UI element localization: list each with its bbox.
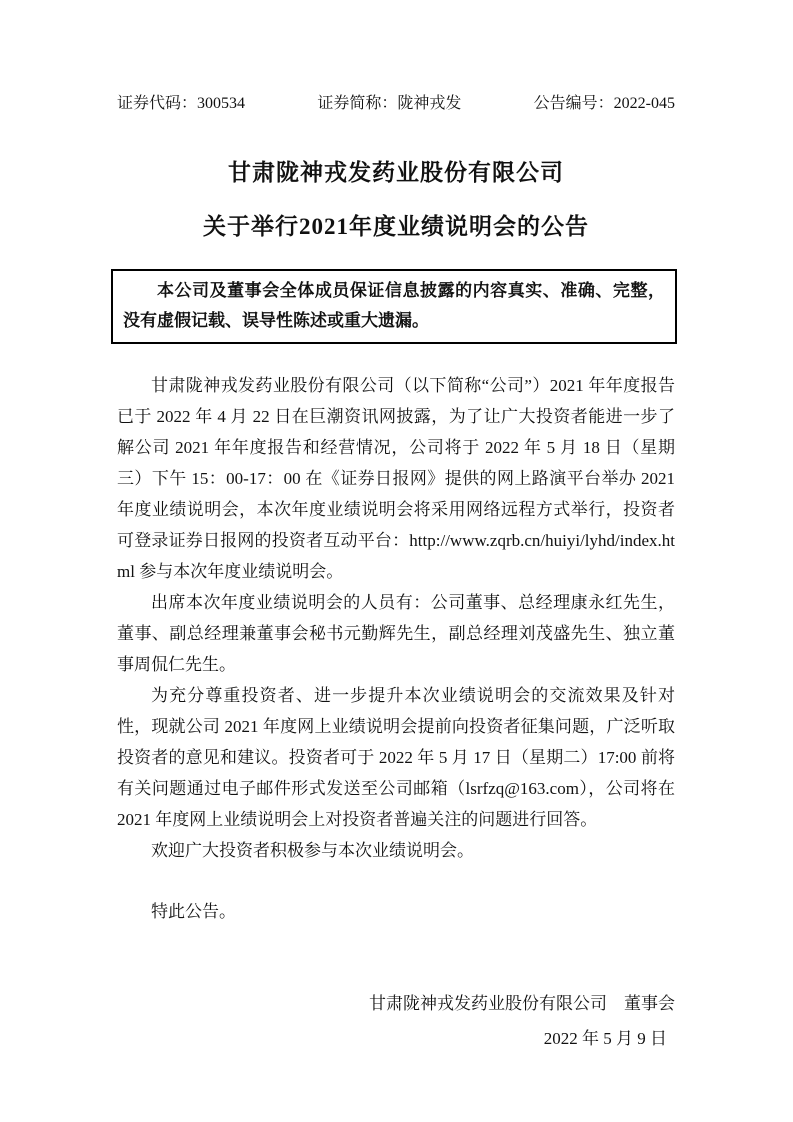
- announcement-number: 公告编号：2022-045: [533, 95, 675, 112]
- paragraph-question-collection: 为充分尊重投资者、进一步提升本次业绩说明会的交流效果及针对性，现就公司 2021 年度网上业绩说明会提前向投资者征集问题，广泛听取投资者的意见和建议。投资者可于 2022 年 5 月 17 日（星期二）17:00 前将有关问题通过电子邮件形式发送至公司邮箱（lsrfzq@163.com），公司将在 2021 年度网上业绩说明会上对投资者普遍关注的问题进行回答。: [117, 686, 675, 829]
- signature-date: 2022 年 5 月 9 日: [543, 1029, 667, 1048]
- document-body: [117, 370, 675, 927]
- doc-title-company: 甘肃陇神戎发药业股份有限公司: [228, 160, 564, 185]
- paragraph-attendees: 出席本次年度业绩说明会的人员有：公司董事、总经理康永红先生，董事、副总经理兼董事会秘书元勤辉先生，副总经理刘茂盛先生、独立董事周侃仁先生。: [117, 593, 675, 674]
- doc-title-subject: 关于举行2021年度业绩说明会的公告: [203, 214, 589, 239]
- paragraph-welcome: 欢迎广大投资者积极参与本次业绩说明会。: [151, 841, 474, 860]
- stock-code: 证券代码：300534: [117, 95, 246, 112]
- disclaimer-box: [111, 269, 677, 344]
- disclaimer-text: 本公司及董事会全体成员保证信息披露的内容真实、准确、完整，没有虚假记载、误导性陈述或重大遗漏。: [123, 281, 665, 330]
- stock-abbr: 证券简称：陇神戎发: [317, 95, 462, 112]
- paragraph-meeting-info: 甘肃陇神戎发药业股份有限公司（以下简称“公司”）2021 年年度报告已于 2022 年 4 月 22 日在巨潮资讯网披露，为了让广大投资者能进一步了解公司 2021 年年度报告和经营情况，公司将于 2022 年 5 月 18 日（星期三）下午 15：00-17：00 在《证券日报网》提供的网上路演平台举办 2021 年度业绩说明会，本次年度业绩说明会将采用网络远程方式举行，投资者可登录证券日报网的投资者互动平台：http://www.zqrb.cn/huiyi/lyhd/index.html 参与本次年度业绩说明会。: [117, 376, 675, 581]
- document-header: [117, 94, 675, 114]
- closing-statement: 特此公告。: [151, 902, 236, 921]
- signature-company: 甘肃陇神戎发药业股份有限公司 董事会: [369, 994, 675, 1013]
